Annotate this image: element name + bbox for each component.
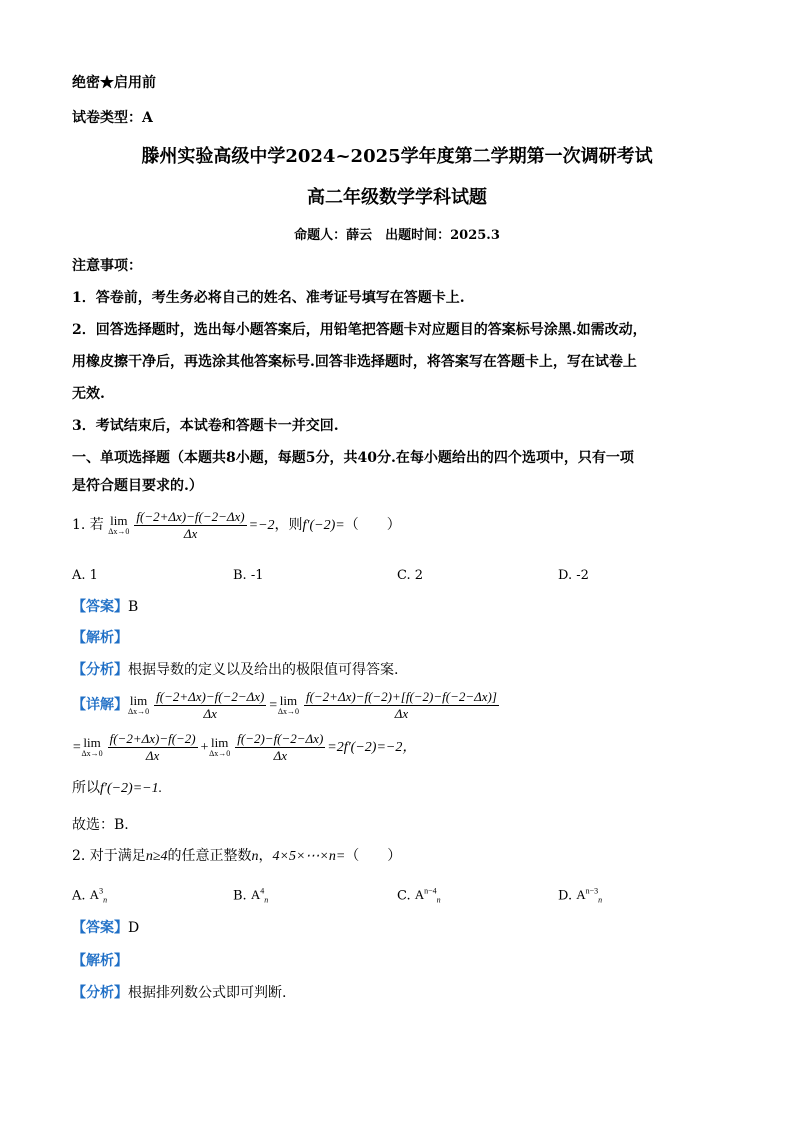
option-b [233,882,268,911]
fraction [235,731,325,764]
perm-letter: A [250,887,261,903]
fraction [154,689,266,722]
limit-sub: Δx→0 [277,707,299,716]
fraction-numerator: f(−2)−f(−2−Δx) [237,730,324,746]
notes-heading: 注意事项： [72,258,142,274]
section-heading-line-1: 一、单项选择题（本题共8小题，每题5分，共40分.在每小题给出的四个选项中，只有一项 [72,450,634,466]
fenxi-text: 根据排列数公式即可判断. [128,985,287,1001]
equals-sign: = [268,698,278,713]
conclusion-line [72,778,162,799]
comma: ， [258,848,273,864]
fraction-denominator: Δx [145,747,160,763]
fraction-denominator: Δx [273,747,287,763]
fenxi-line [72,983,286,1003]
analysis-tag: 【解析】 [72,953,128,969]
fraction [108,731,198,764]
equals-sign: = [72,740,82,755]
option-label: A. [72,888,86,904]
then-text: ，则 [274,517,303,533]
limit-label: lim [110,513,128,528]
perm-sup: n−4 [424,887,437,896]
note-2-line-3: 无效. [72,386,105,402]
note-1: 1．答卷前，考生务必将自己的姓名、准考证号填写在答题卡上. [72,290,465,306]
question-2-middle: 的任意正整数 [167,848,252,864]
permutation [89,887,108,905]
product-expression: 4×5×⋯×n= [272,849,346,864]
detail-line-1 [72,688,501,723]
fraction-numerator: f(−2+Δx)−f(−2−Δx) [156,688,265,704]
option-label: B. [233,888,247,904]
author-line: 命题人：薛云 出题时间：2025.3 [294,228,500,243]
perm-sub: n [436,895,441,905]
option-d [558,882,602,911]
option-b: B. -1 [233,568,264,583]
limit [278,694,299,716]
option-label: D. [558,888,573,904]
limit-label: lim [129,693,148,708]
equals-value: =−2 [248,518,275,533]
limit-label: lim [279,693,298,708]
answer-line [72,918,139,938]
fenxi-line [72,660,398,680]
fraction-denominator: Δx [183,525,198,541]
fenxi-tag: 【分析】 [72,985,128,1001]
perm-sup: 3 [99,887,104,896]
perm-letter: A [414,887,425,903]
question-2-prefix: 2. 对于满足 [72,848,146,864]
limit-sub: Δx→0 [108,527,130,536]
paper-type: 试卷类型：A [72,110,153,126]
permutation [250,887,269,905]
fraction-denominator: Δx [394,705,409,721]
option-label: C. [397,888,411,904]
fenxi-text: 根据导数的定义以及给出的极限值可得答案. [128,662,399,678]
analysis-tag: 【解析】 [72,630,128,646]
exam-subtitle: 高二年级数学学科试题 [307,187,487,208]
note-2-line-2: 用橡皮擦干净后，再选涂其他答案标号.回答非选择题时，将答案写在答题卡上，写在试卷上 [72,354,637,370]
limit-sub: Δx→0 [209,749,231,758]
limit [108,514,129,536]
perm-sub: n [103,895,108,905]
note-3: 3．考试结束后，本试卷和答题卡一并交回. [72,418,339,434]
limit-sub: Δx→0 [128,707,150,716]
n-variable: n [251,849,259,864]
analysis-line [72,951,128,971]
answer-tag: 【答案】 [72,599,128,615]
option-a: A. 1 [72,568,98,583]
answer-value: B [128,599,139,615]
target-expression: f′(−2)= [302,518,345,533]
detail-tag: 【详解】 [72,697,128,713]
option-c [397,882,441,911]
limit [209,736,230,758]
question-1-prefix: 1. 若 [72,517,104,533]
option-a [72,882,107,911]
fraction [134,509,246,542]
limit [128,694,149,716]
perm-sup: n−3 [585,887,599,896]
perm-letter: A [576,887,586,903]
perm-letter: A [89,887,100,903]
limit-label: lim [211,735,229,750]
permutation [576,887,603,905]
limit [81,736,102,758]
analysis-line [72,628,128,648]
fraction-numerator: f(−2+Δx)−f(−2)+[f(−2)−f(−2−Δx)] [305,688,497,704]
fraction-numerator: f(−2+Δx)−f(−2−Δx) [136,508,245,524]
perm-sup: 4 [260,887,265,896]
section-heading-line-2: 是符合题目要求的.） [72,478,203,494]
perm-sub: n [264,895,269,905]
detail-line-2 [72,730,416,765]
limit-label: lim [83,735,101,750]
option-d: D. -2 [558,568,589,583]
question-1 [72,508,401,543]
so-text: 所以 [72,780,100,796]
perm-sub: n [598,895,603,905]
plus-sign: + [199,740,210,755]
permutation [414,887,441,905]
secret-label: 绝密★启用前 [72,75,156,91]
answer-line [72,597,138,617]
answer-parens: （ ） [345,848,402,864]
answer-parens: （ ） [344,517,401,533]
answer-value: D [128,920,140,936]
result-expression: =2f′(−2)=−2， [327,740,417,755]
fenxi-tag: 【分析】 [72,662,128,678]
fraction-numerator: f(−2+Δx)−f(−2) [109,730,196,746]
answer-tag: 【答案】 [72,920,128,936]
conclusion-expression: f′(−2)=−1. [100,781,163,796]
limit-sub: Δx→0 [81,749,103,758]
condition-expression: n≥4 [145,849,168,864]
fraction [304,689,499,722]
choice-line: 故选：B. [72,817,129,833]
note-2-line-1: 2．回答选择题时，选出每小题答案后，用铅笔把答题卡对应题目的答案标号涂黑.如需改动， [72,322,647,338]
fraction-denominator: Δx [203,705,217,721]
option-c: C. 2 [397,568,424,583]
question-2 [72,846,401,867]
exam-title: 滕州实验高级中学2024~2025学年度第二学期第一次调研考试 [141,146,653,167]
